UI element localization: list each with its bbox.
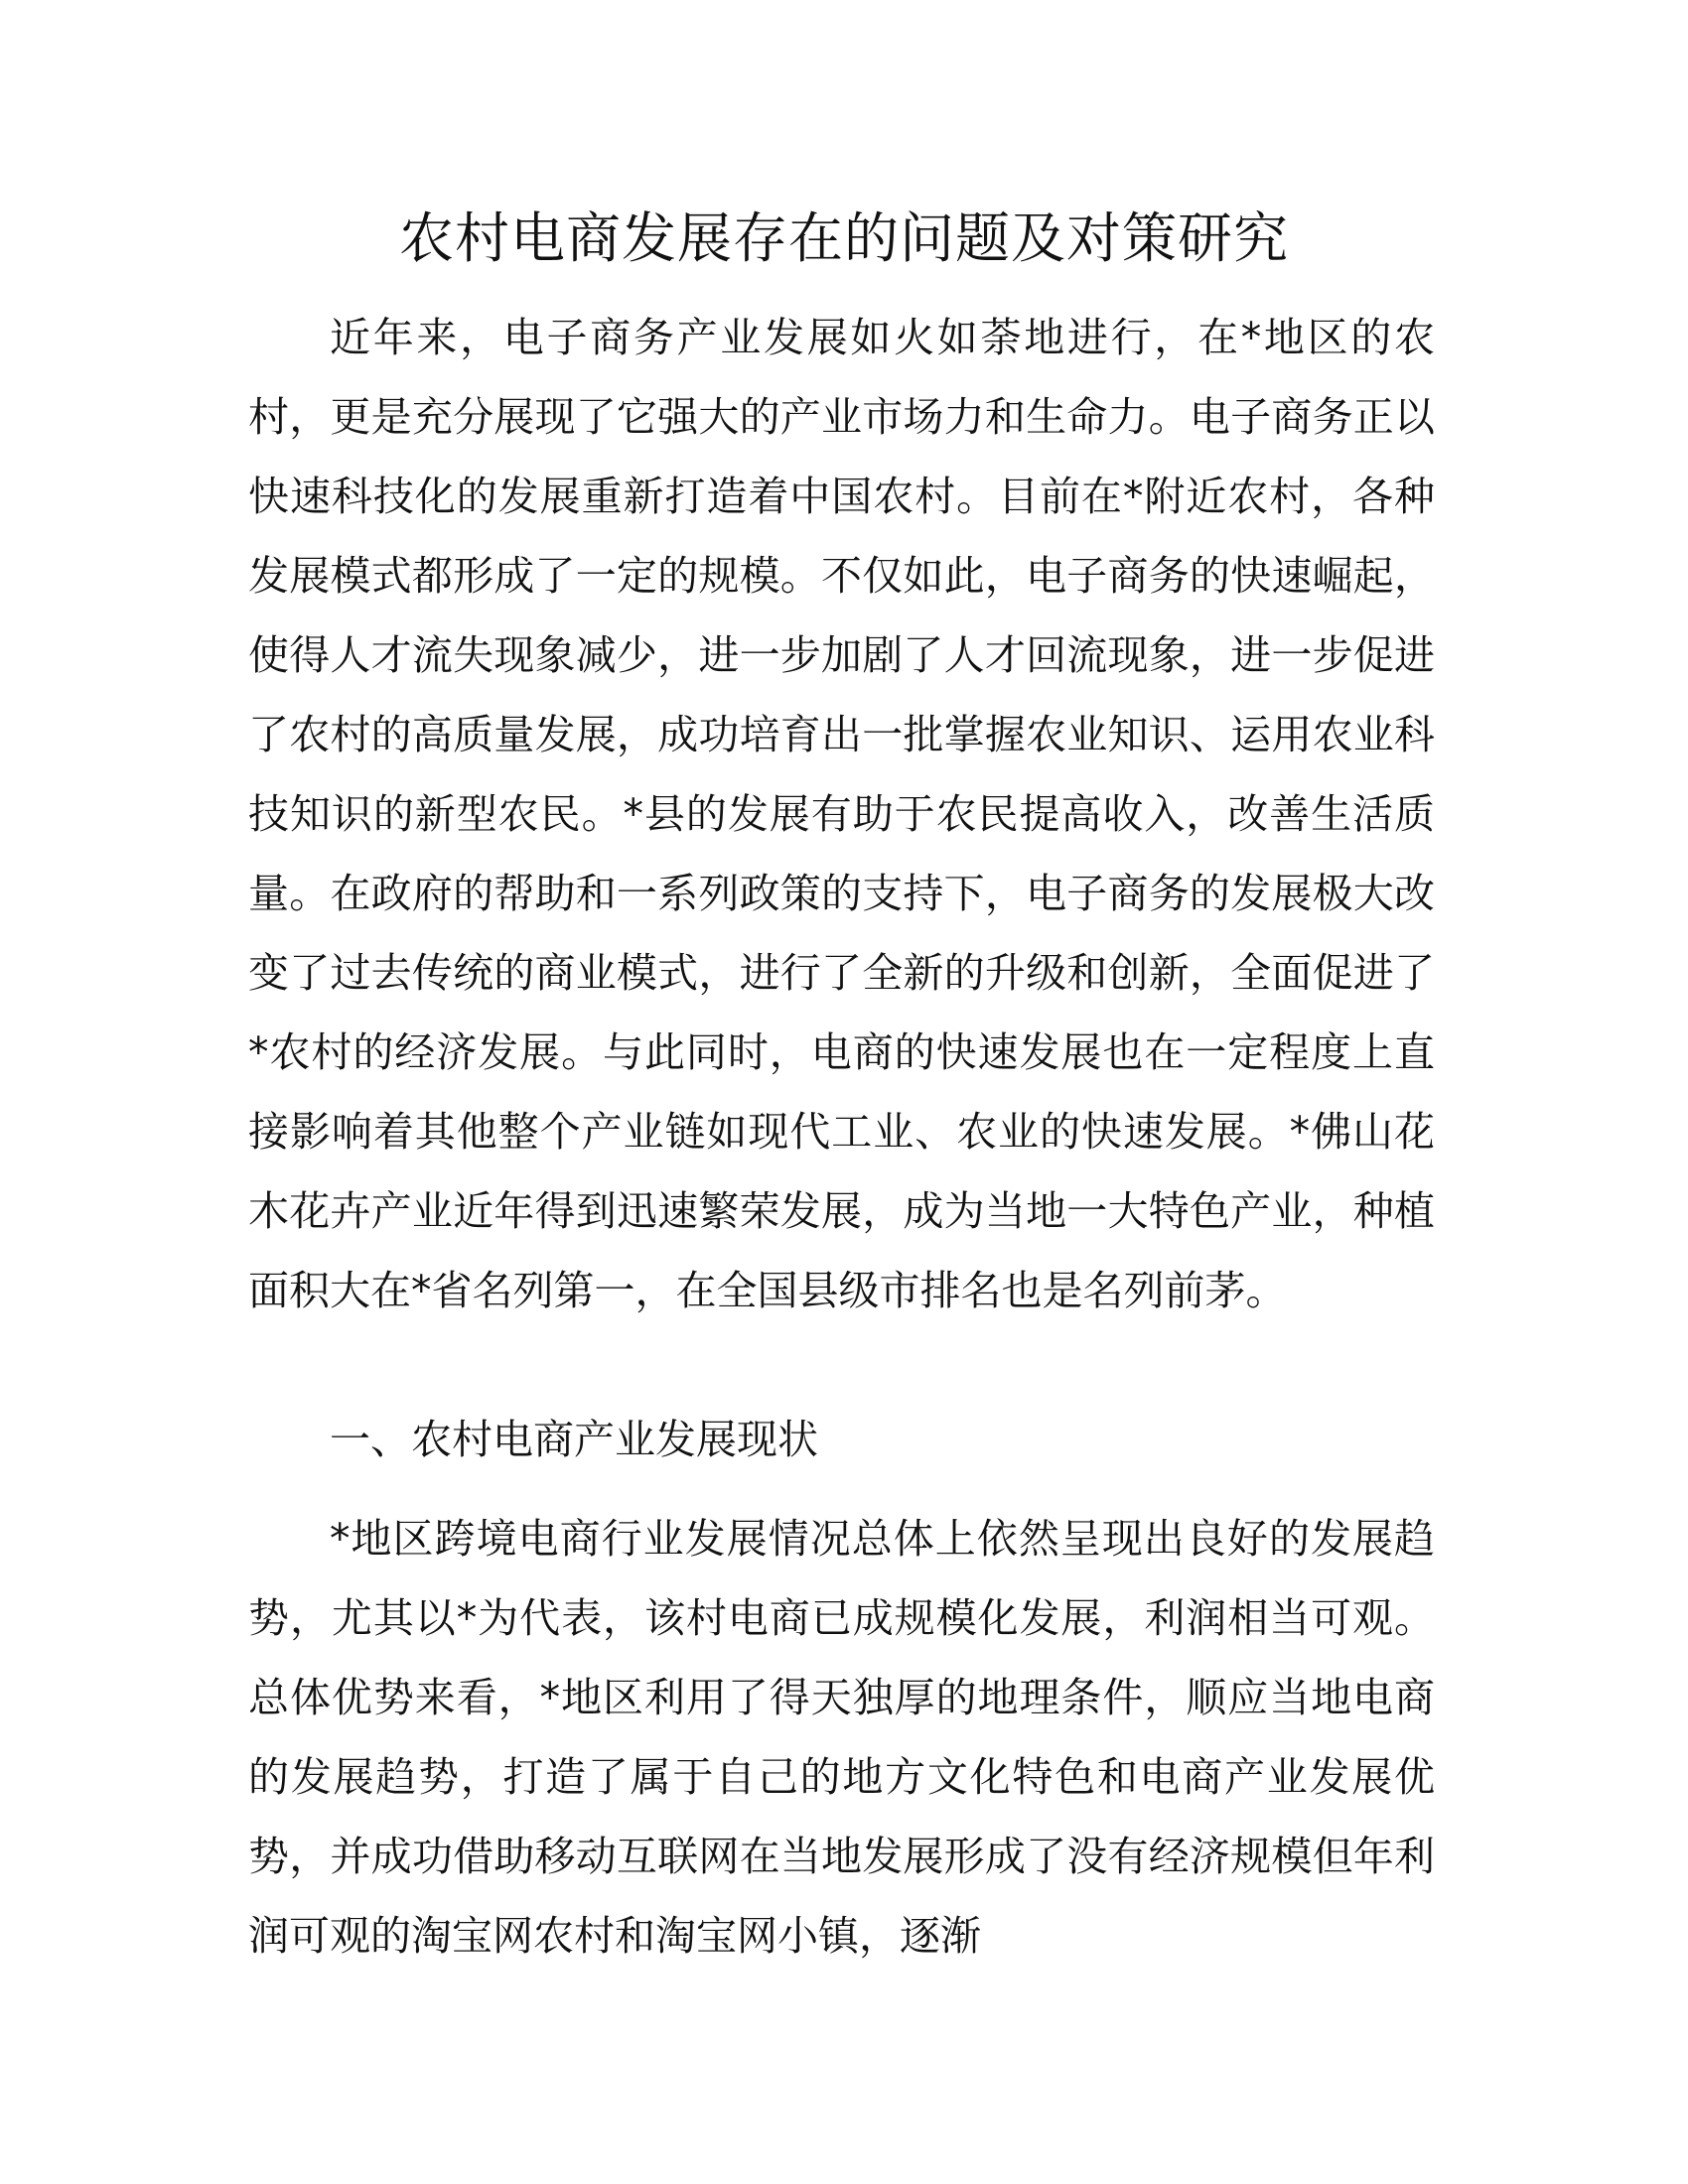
paragraph-status: *地区跨境电商行业发展情况总体上依然呈现出良好的发展趋势，尤其以*为代表，该村电商已成规模化发展，利润相当可观。总体优势来看，*地区利用了得天独厚的地理条件，顺应当地电商的发展趋势，打造了属于自己的地方文化特色和电商产业发展优势，并成功借助移动互联网在当地发展形成了没有经济规模但年利润可观的淘宝网农村和淘宝网小镇，逐渐 — [248, 1515, 1435, 1960]
section-heading: 一、农村电商产业发展现状 — [330, 1416, 818, 1463]
document-title: 农村电商发展存在的问题及对策研究 — [398, 206, 1289, 270]
paragraph-intro: 近年来，电子商务产业发展如火如荼地进行，在*地区的农村，更是充分展现了它强大的产业市场力和生命力。电子商务正以快速科技化的发展重新打造着中国农村。目前在*附近农村，各种发展模式都形成了一定的规模。不仅如此，电子商务的快速崛起，使得人才流失现象减少，进一步加剧了人才回流现象，进一步促进了农村的高质量发展，成功培育出一批掌握农业知识、运用农业科技知识的新型农民。*县的发展有助于农民提高收入，改善生活质量。在政府的帮助和一系列政策的支持下，电子商务的发展极大改变了过去传统的商业模式，进行了全新的升级和创新，全面促进了*农村的经济发展。与此同时，电商的快速发展也在一定程度上直接影响着其他整个产业链如现代工业、农业的快速发展。*佛山花木花卉产业近年得到迅速繁荣发展，成为当地一大特色产业，种植面积大在*省名列第一，在全国县级市排名也是名列前茅。 — [248, 314, 1435, 1314]
